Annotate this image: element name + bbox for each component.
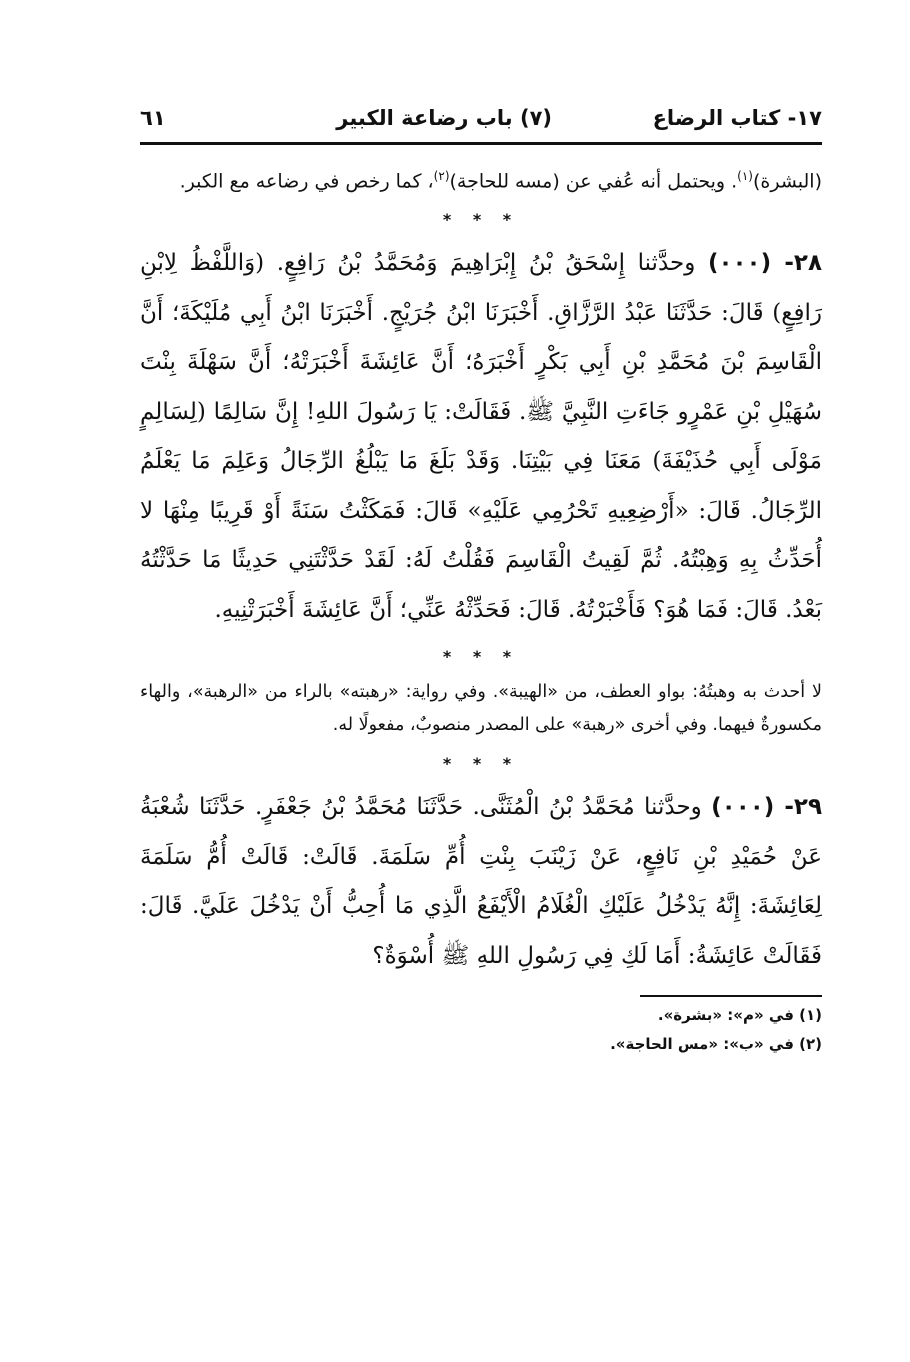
separator: * * * xyxy=(442,647,520,667)
footnote-divider xyxy=(640,995,822,997)
separator: * * * xyxy=(442,210,520,230)
footnote-2: (٢) في «ب»: «مس الحاجة». xyxy=(610,1035,822,1054)
commentary: لا أحدث به وهبتُهُ: بواو العطف، من «الهيبة». وفي رواية: «رهبته» بالراء من «الرهبة»، والهاء مكسورةٌ فيهما. وفي أخرى «رهبة» على المصدر منصوبٌ، مفعولًا له. xyxy=(140,682,822,736)
hadith-text: وحدَّثنا مُحَمَّدُ بْنُ الْمُثَنَّى. حَدَّثَنَا مُحَمَّدُ بْنُ جَعْفَرٍ. حَدَّثَنَا شُعْبَةُ عَنْ حُمَيْدِ بْنِ نَافِعٍ، عَنْ زَيْنَبَ بِنْتِ أُمِّ سَلَمَةَ. قَالَتْ: قَالَتْ أُمُّ سَلَمَةَ لِعَائِشَةَ: إِنَّهُ يَدْخُلُ عَلَيْكِ الْغُلَامُ الْأَيْفَعُ الَّذِي مَا أُحِبُّ أَنْ يَدْخُلَ عَلَيَّ. قَالَ: فَقَالَتْ عَائِشَةُ: أَمَا لَكِ فِي رَسُولِ اللهِ ﷺ أُسْوَةٌ؟ xyxy=(140,794,822,969)
hadith-text: وحدَّثنا إِسْحَقُ بْنُ إِبْرَاهِيمَ وَمُحَمَّدُ بْنُ رَافِعٍ. (وَاللَّفْظُ لِابْنِ رَافِعٍ) قَالَ: حَدَّثَنَا عَبْدُ الرَّزَّاقِ. أَخْبَرَنَا ابْنُ جُرَيْجٍ. أَخْبَرَنَا ابْنُ أَبِي مُلَيْكَةَ؛ أَنَّ الْقَاسِمَ بْنَ مُحَمَّدِ بْنِ أَبِي بَكْرٍ أَخْبَرَهُ؛ أَنَّ عَائِشَةَ أَخْبَرَتْهُ؛ أَنَّ سَهْلَةَ بِنْتَ سُهَيْلِ بْنِ عَمْرٍو جَاءَتِ النَّبِيَّ ﷺ. فَقَالَتْ: يَا رَسُولَ اللهِ! إِنَّ سَالِمًا (لِسَالِمٍ مَوْلَى أَبِي حُذَيْفَةَ) مَعَنَا فِي بَيْتِنَا. وَقَدْ بَلَغَ مَا يَبْلُغُ الرِّجَالُ وَعَلِمَ مَا يَعْلَمُ الرِّجَالُ. قَالَ: «أَرْضِعِيهِ تَحْرُمِي عَلَيْهِ» قَالَ: فَمَكَثْتُ سَنَةً أَوْ قَرِيبًا مِنْهَا لا أُحَدِّثُ بِهِ وَهِبْتُهُ. ثُمَّ لَقِيتُ الْقَاسِمَ فَقُلْتُ لَهُ: لَقَدْ حَدَّثْتَنِي حَدِيثًا مَا حَدَّثْتُهُ بَعْدُ. قَالَ: فَمَا هُوَ؟ فَأَخْبَرْتُهُ. قَالَ: فَحَدِّثْهُ عَنِّي؛ أَنَّ عَائِشَةَ أَخْبَرَتْنِيهِ. xyxy=(140,250,822,623)
intro-paragraph xyxy=(140,159,822,198)
footnote-ref-1[interactable]: (١) xyxy=(737,169,753,183)
intro-text-3: ، كما رخص في رضاعه مع الكبر. xyxy=(179,170,434,193)
footnote-1: (١) في «م»: «بشرة». xyxy=(657,1006,822,1025)
intro-text-2: . ويحتمل أنه عُفي عن (مسه للحاجة) xyxy=(449,170,738,193)
intro-text-1: (البشرة) xyxy=(752,170,822,193)
footnote-ref-2[interactable]: (٢) xyxy=(433,169,450,183)
hadith-number: ٢٨- (٠٠٠) xyxy=(707,250,822,277)
hadith-29 xyxy=(140,783,822,981)
footnotes xyxy=(140,1001,822,1059)
chapter-title: (٧) باب رضاعة الكبير xyxy=(336,106,552,130)
separator: * * * xyxy=(442,754,520,774)
page-header xyxy=(140,98,822,145)
page-number: ٦١ xyxy=(140,106,166,130)
hadith-28 xyxy=(140,239,822,635)
book-title: ١٧- كتاب الرضاع xyxy=(652,106,822,130)
hadith-number: ٢٩- (٠٠٠) xyxy=(711,794,822,821)
book-page xyxy=(140,98,822,1059)
